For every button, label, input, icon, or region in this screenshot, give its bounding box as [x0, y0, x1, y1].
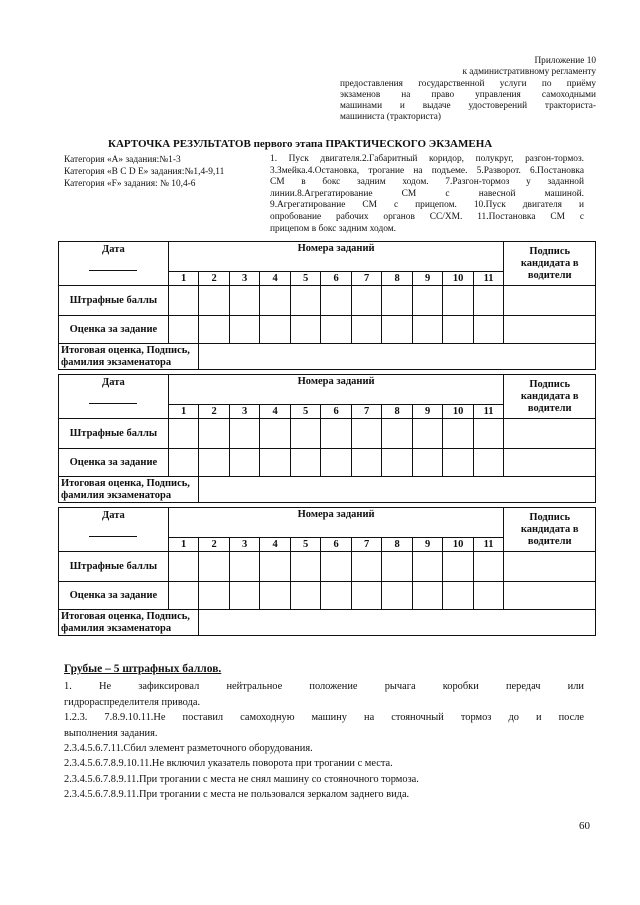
appendix-line: предоставления государственной услуги по приёму	[340, 78, 596, 89]
rules-heading: Грубые – 5 штрафных баллов.	[64, 663, 222, 675]
grade-entry-cell[interactable]	[260, 449, 291, 477]
task-number: 1	[168, 538, 199, 552]
grade-entry-cell[interactable]	[351, 316, 382, 344]
task-number: 9	[412, 538, 443, 552]
candidate-signature-header: Подпись кандидата в водители	[504, 508, 596, 552]
examiner-signature-field[interactable]	[199, 610, 596, 636]
task-number: 11	[473, 405, 504, 419]
task-number: 10	[443, 405, 474, 419]
task-numbers-header: Номера заданий	[168, 508, 504, 538]
task-number: 2	[199, 405, 230, 419]
task-number: 4	[260, 405, 291, 419]
task-line: прицепом в бокс задним ходом.	[270, 223, 397, 234]
grade-entry-cell[interactable]	[260, 582, 291, 610]
penalty-entry-cell[interactable]	[443, 552, 474, 582]
task-number: 6	[321, 538, 352, 552]
task-number: 2	[199, 272, 230, 286]
task-number: 8	[382, 405, 413, 419]
penalty-entry-cell[interactable]	[321, 419, 352, 449]
task-number: 4	[260, 272, 291, 286]
grade-entry-cell[interactable]	[351, 449, 382, 477]
penalty-entry-cell[interactable]	[199, 286, 230, 316]
grade-entry-cell[interactable]	[412, 582, 443, 610]
grade-entry-cell[interactable]	[290, 449, 321, 477]
grade-entry-cell[interactable]	[382, 449, 413, 477]
date-cell[interactable]	[59, 242, 169, 286]
grade-entry-cell[interactable]	[351, 582, 382, 610]
examiner-signature-field[interactable]	[199, 344, 596, 370]
category-f: Категория «F» задания: № 10,4-6	[64, 179, 196, 189]
date-blank-line	[89, 270, 137, 271]
rule-item: 1. Не зафиксировал нейтральное положение рычага коробки передач или	[64, 681, 584, 693]
grade-entry-cell[interactable]	[443, 449, 474, 477]
date-label: Дата	[102, 510, 125, 521]
grade-entry-cell[interactable]	[229, 582, 260, 610]
task-number: 5	[290, 538, 321, 552]
grade-entry-cell[interactable]	[199, 449, 230, 477]
penalty-entry-cell[interactable]	[260, 419, 291, 449]
task-number: 6	[321, 405, 352, 419]
rule-item: 2.3.4.5.6.7.8.9.11.При трогании с места не снял машину со стояночного тормоза.	[64, 773, 419, 785]
grade-entry-cell[interactable]	[473, 449, 504, 477]
penalty-entry-cell[interactable]	[443, 286, 474, 316]
grade-entry-cell[interactable]	[321, 449, 352, 477]
result-card-table	[58, 374, 596, 503]
grade-entry-cell[interactable]	[168, 582, 199, 610]
grade-entry-cell[interactable]	[290, 316, 321, 344]
penalty-entry-cell[interactable]	[412, 552, 443, 582]
examiner-signature-field[interactable]	[199, 477, 596, 503]
penalty-entry-cell[interactable]	[382, 419, 413, 449]
grade-entry-cell[interactable]	[260, 316, 291, 344]
grade-entry-cell[interactable]	[443, 316, 474, 344]
date-cell[interactable]	[59, 508, 169, 552]
card-title: КАРТОЧКА РЕЗУЛЬТАТОВ первого этапа ПРАКТИЧЕСКОГО ЭКЗАМЕНА	[108, 138, 493, 150]
task-number: 7	[351, 272, 382, 286]
appendix-line: Приложение 10	[534, 56, 596, 66]
rule-item: выполнения задания.	[64, 727, 158, 739]
task-number: 1	[168, 272, 199, 286]
penalty-entry-cell[interactable]	[199, 552, 230, 582]
task-number: 7	[351, 538, 382, 552]
grade-entry-cell[interactable]	[412, 316, 443, 344]
penalty-entry-cell[interactable]	[321, 286, 352, 316]
task-number: 11	[473, 538, 504, 552]
penalty-entry-cell[interactable]	[260, 286, 291, 316]
result-card-table	[58, 241, 596, 370]
penalty-entry-cell[interactable]	[321, 552, 352, 582]
penalty-entry-cell[interactable]	[229, 286, 260, 316]
penalty-entry-cell[interactable]	[412, 419, 443, 449]
penalty-entry-cell[interactable]	[504, 286, 596, 316]
task-number: 3	[229, 405, 260, 419]
date-label: Дата	[102, 244, 125, 255]
candidate-signature-header: Подпись кандидата в водители	[504, 242, 596, 286]
category-a: Категория «А» задания:№1-3	[64, 155, 181, 165]
penalty-rules	[64, 662, 584, 803]
task-line: линии.8.Агрегатирование СМ с навесной машиной.	[270, 188, 584, 199]
task-number: 10	[443, 538, 474, 552]
penalty-entry-cell[interactable]	[504, 419, 596, 449]
penalty-entry-cell[interactable]	[382, 286, 413, 316]
task-number: 5	[290, 272, 321, 286]
grade-entry-cell[interactable]	[321, 582, 352, 610]
penalty-entry-cell[interactable]	[382, 552, 413, 582]
penalty-entry-cell[interactable]	[260, 552, 291, 582]
page-number: 60	[579, 820, 590, 832]
penalty-label: Штрафные баллы	[59, 552, 169, 582]
penalty-entry-cell[interactable]	[168, 552, 199, 582]
grade-label: Оценка за задание	[59, 582, 169, 610]
grade-entry-cell[interactable]	[321, 316, 352, 344]
penalty-entry-cell[interactable]	[229, 552, 260, 582]
grade-entry-cell[interactable]	[382, 316, 413, 344]
category-bcde: Категория «B C D E» задания:№1,4-9,11	[64, 167, 225, 177]
candidate-signature-header: Подпись кандидата в водители	[504, 375, 596, 419]
appendix-line: экзаменов на право управления самоходными	[340, 89, 596, 100]
rule-item: 1.2.3. 7.8.9.10.11.Не поставил самоходную машину на стояночный тормоз до и после	[64, 712, 584, 724]
task-number: 5	[290, 405, 321, 419]
task-line: 3.Змейка.4.Остановка, трогание на подъеме. 5.Разворот. 6.Постановка	[270, 165, 584, 176]
appendix-line: к административному регламенту	[462, 67, 596, 78]
penalty-entry-cell[interactable]	[351, 552, 382, 582]
task-numbers-header: Номера заданий	[168, 242, 504, 272]
penalty-entry-cell[interactable]	[199, 419, 230, 449]
rule-item: 2.3.4.5.6.7.8.9.11.При трогании с места не пользовался зеркалом заднего вида.	[64, 789, 410, 801]
penalty-entry-cell[interactable]	[473, 286, 504, 316]
date-label: Дата	[102, 377, 125, 388]
penalty-entry-cell[interactable]	[351, 286, 382, 316]
penalty-entry-cell[interactable]	[443, 419, 474, 449]
task-line: 9.Агрегатирование СМ с прицепом. 10.Пуск двигателя и	[270, 200, 584, 211]
task-number: 3	[229, 538, 260, 552]
date-cell[interactable]	[59, 375, 169, 419]
penalty-entry-cell[interactable]	[473, 419, 504, 449]
task-number: 8	[382, 538, 413, 552]
appendix-line: машиниста (тракториста)	[340, 112, 441, 123]
grade-entry-cell[interactable]	[382, 582, 413, 610]
grade-entry-cell[interactable]	[229, 316, 260, 344]
appendix-line: машинами и выдаче удостоверений тракториста-	[340, 101, 596, 112]
penalty-entry-cell[interactable]	[504, 552, 596, 582]
grade-entry-cell[interactable]	[168, 316, 199, 344]
final-grade-label: Итоговая оценка, Подпись, фамилия экзаменатора	[59, 344, 199, 370]
result-card-table	[58, 507, 596, 636]
penalty-entry-cell[interactable]	[412, 286, 443, 316]
appendix-note	[340, 56, 596, 124]
grade-entry-cell[interactable]	[473, 582, 504, 610]
task-line: СМ в бокс задним ходом. 7.Разгон-тормоз у заданной	[270, 177, 584, 188]
task-number: 7	[351, 405, 382, 419]
task-number: 1	[168, 405, 199, 419]
grade-entry-cell[interactable]	[504, 316, 596, 344]
task-number: 9	[412, 272, 443, 286]
task-number: 4	[260, 538, 291, 552]
task-line: 1. Пуск двигателя.2.Габаритный коридор, полукруг, разгон-тормоз.	[270, 154, 584, 164]
penalty-entry-cell[interactable]	[229, 419, 260, 449]
grade-entry-cell[interactable]	[168, 449, 199, 477]
rule-item: 2.3.4.5.6.7.8.9.10.11.Не включил указатель поворота при трогании с места.	[64, 758, 393, 770]
grade-entry-cell[interactable]	[199, 582, 230, 610]
date-blank-line	[89, 403, 137, 404]
task-line: опробование рабочих органов СС/ХМ. 11.Постановка СМ с	[270, 211, 584, 222]
penalty-entry-cell[interactable]	[290, 552, 321, 582]
rule-item: 2.3.4.5.6.7.11.Сбил элемент разметочного оборудования.	[64, 743, 313, 755]
final-grade-label: Итоговая оценка, Подпись, фамилия экзаменатора	[59, 477, 199, 503]
grade-label: Оценка за задание	[59, 449, 169, 477]
grade-entry-cell[interactable]	[229, 449, 260, 477]
task-descriptions	[270, 154, 584, 235]
penalty-label: Штрафные баллы	[59, 419, 169, 449]
rule-item: гидрораспределителя привода.	[64, 696, 201, 708]
penalty-entry-cell[interactable]	[473, 552, 504, 582]
penalty-entry-cell[interactable]	[290, 419, 321, 449]
task-number: 8	[382, 272, 413, 286]
penalty-entry-cell[interactable]	[168, 286, 199, 316]
grade-entry-cell[interactable]	[443, 582, 474, 610]
grade-entry-cell[interactable]	[504, 582, 596, 610]
grade-entry-cell[interactable]	[504, 449, 596, 477]
grade-entry-cell[interactable]	[199, 316, 230, 344]
grade-label: Оценка за задание	[59, 316, 169, 344]
task-number: 10	[443, 272, 474, 286]
penalty-entry-cell[interactable]	[168, 419, 199, 449]
grade-entry-cell[interactable]	[473, 316, 504, 344]
task-number: 3	[229, 272, 260, 286]
category-list	[64, 154, 224, 190]
task-number: 6	[321, 272, 352, 286]
task-number: 11	[473, 272, 504, 286]
penalty-entry-cell[interactable]	[290, 286, 321, 316]
grade-entry-cell[interactable]	[290, 582, 321, 610]
penalty-label: Штрафные баллы	[59, 286, 169, 316]
task-number: 9	[412, 405, 443, 419]
task-numbers-header: Номера заданий	[168, 375, 504, 405]
task-number: 2	[199, 538, 230, 552]
final-grade-label: Итоговая оценка, Подпись, фамилия экзаменатора	[59, 610, 199, 636]
grade-entry-cell[interactable]	[412, 449, 443, 477]
penalty-entry-cell[interactable]	[351, 419, 382, 449]
date-blank-line	[89, 536, 137, 537]
